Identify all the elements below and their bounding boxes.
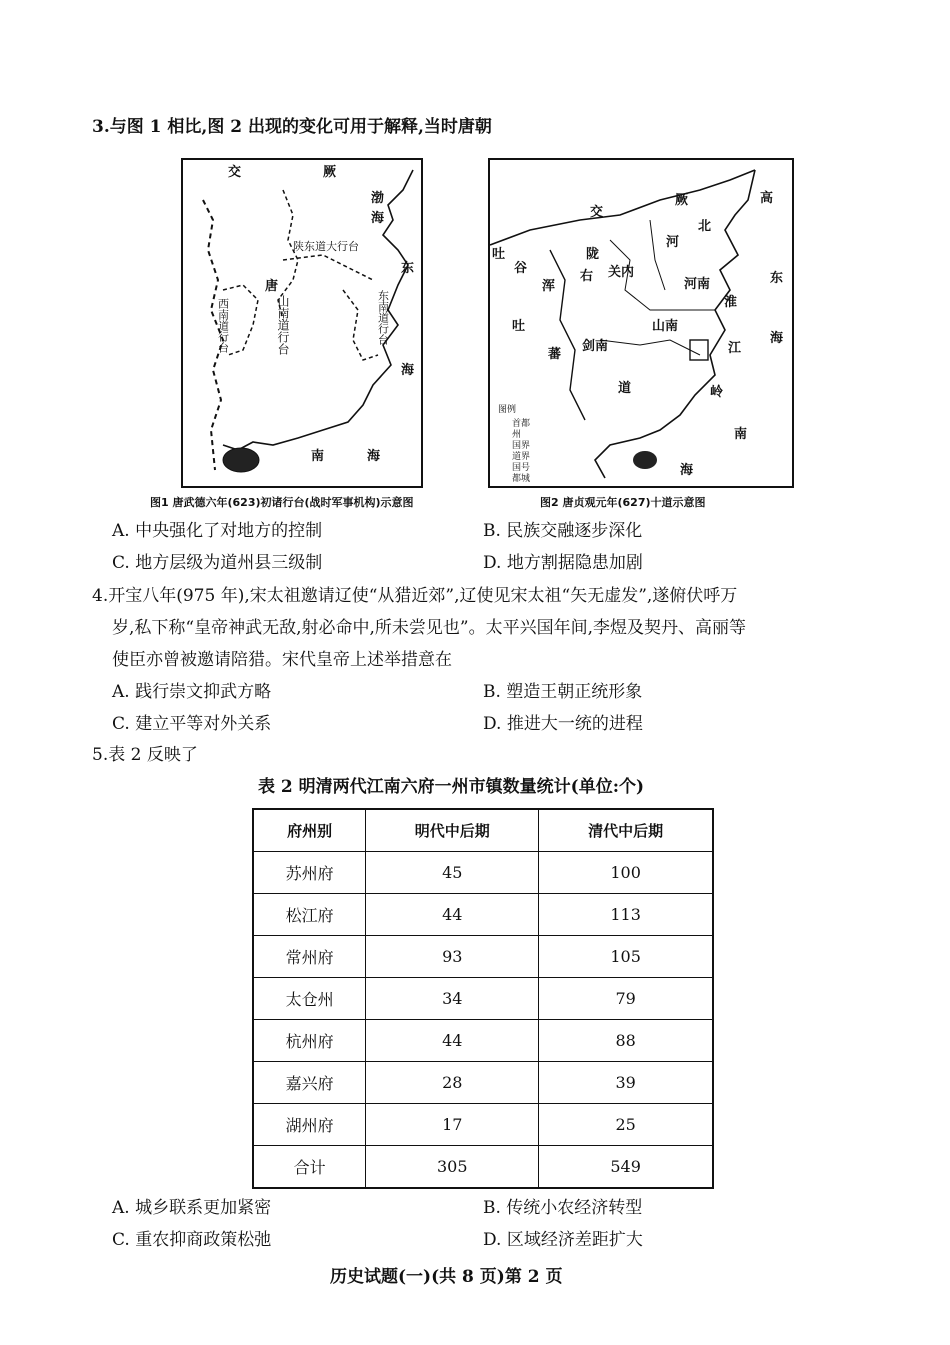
- map2-legend-item: 道界: [512, 452, 531, 462]
- map2-label-dao: 道: [618, 381, 632, 396]
- table-cell: 113: [539, 894, 713, 936]
- table-cell: 93: [366, 936, 539, 978]
- map2-legend-item: 国号: [512, 463, 531, 473]
- map1-label-jiao: 交: [228, 165, 242, 180]
- map2-dao-border-2: [600, 340, 700, 355]
- table-cell: 28: [366, 1062, 539, 1104]
- table-header-cell: 明代中后期: [366, 809, 539, 852]
- q5-option-a[interactable]: A. 城乡联系更加紧密: [112, 1198, 272, 1218]
- table-cell: 79: [539, 978, 713, 1020]
- table-row: [253, 1104, 713, 1146]
- map2-label-bei: 北: [698, 219, 712, 234]
- table-header-cell: 清代中后期: [539, 809, 713, 852]
- map2-label-tu: 吐: [492, 247, 506, 262]
- table-row: [253, 936, 713, 978]
- table-row: [253, 978, 713, 1020]
- map2-label-gao: 高: [760, 191, 774, 206]
- table-cell: 549: [539, 1146, 713, 1189]
- map2-capital-mark: [690, 340, 708, 360]
- map2-label-dong: 东: [770, 271, 784, 286]
- map1-caption: 图1 唐武德六年(623)初诸行台(战时军事机构)示意图: [150, 496, 414, 509]
- table-cell: 105: [539, 936, 713, 978]
- table-cell: 杭州府: [253, 1020, 366, 1062]
- table-cell: 25: [539, 1104, 713, 1146]
- table-cell: 嘉兴府: [253, 1062, 366, 1104]
- map2-legend-item: 州: [512, 430, 522, 440]
- map1-dongnan-border: [343, 290, 378, 360]
- table-cell: 34: [366, 978, 539, 1020]
- q4-line2: 岁,私下称“皇帝神武无敌,射必命中,所未尝见也”。太平兴国年间,李煜及契丹、高丽等: [112, 618, 746, 638]
- map2-island: [633, 451, 657, 469]
- table-header-row: [253, 809, 713, 852]
- map2-legend-item: 都城: [512, 474, 531, 484]
- q3-option-b[interactable]: B. 民族交融逐步深化: [483, 521, 643, 541]
- map2-label-long: 陇: [586, 247, 600, 262]
- map1-label-xinan-group: [217, 298, 230, 353]
- map1-label-xinan: 西南道行台: [216, 298, 230, 353]
- table-cell: 常州府: [253, 936, 366, 978]
- q5-table: [252, 808, 714, 1189]
- table-cell: 17: [366, 1104, 539, 1146]
- map2-legend: [498, 403, 530, 484]
- map1-label-shannan: 山南道行台: [276, 295, 290, 355]
- map1-label-hai4: 海: [367, 449, 381, 464]
- table-cell: 100: [539, 852, 713, 894]
- map2-label-you: 右: [580, 269, 594, 284]
- q3-option-c[interactable]: C. 地方层级为道州县三级制: [112, 553, 323, 573]
- map2-drawing: [490, 160, 792, 486]
- map2-legend-title: 图例: [498, 405, 517, 415]
- page-footer: 历史试题(一)(共 8 页)第 2 页: [330, 1267, 563, 1287]
- map2-north-border: [490, 170, 755, 245]
- map2-label-gu: 谷: [514, 261, 528, 276]
- map1-label-jue: 厥: [323, 165, 337, 180]
- table-cell: 太仓州: [253, 978, 366, 1020]
- map2-label-guannei: 关内: [608, 265, 635, 280]
- table-row: [253, 852, 713, 894]
- q5-table-title: 表 2 明清两代江南六府一州市镇数量统计(单位:个): [258, 777, 645, 797]
- map2-label-jiannan: 剑南: [582, 339, 609, 354]
- map2-label-hai2: 海: [680, 463, 694, 478]
- map1-drawing: [183, 160, 421, 486]
- map2-label-henan: 河南: [684, 277, 711, 292]
- table-cell: 39: [539, 1062, 713, 1104]
- map1-island: [223, 448, 259, 472]
- table-header-cell: 府州别: [253, 809, 366, 852]
- map2-label-jue: 厥: [675, 193, 689, 208]
- q3-stem: 3.与图 1 相比,图 2 出现的变化可用于解释,当时唐朝: [92, 117, 492, 137]
- table-cell: 苏州府: [253, 852, 366, 894]
- map2-label-shannan: 山南: [652, 319, 679, 334]
- map2-label-hai: 海: [770, 331, 784, 346]
- table-cell: 松江府: [253, 894, 366, 936]
- map2-label-huai: 淮: [724, 295, 738, 310]
- table-row: [253, 1020, 713, 1062]
- map2-label-tu2: 吐: [512, 319, 526, 334]
- table-row: [253, 894, 713, 936]
- map2-label-jiao: 交: [590, 205, 604, 220]
- q4-option-a[interactable]: A. 践行崇文抑武方略: [112, 682, 272, 702]
- map1-border-2: [283, 255, 373, 280]
- map2-label-fan: 蕃: [548, 347, 562, 362]
- map1-label-tang: 唐: [265, 279, 279, 294]
- table-cell: 44: [366, 894, 539, 936]
- map1-label-hai1: 海: [371, 211, 385, 226]
- table-cell: 44: [366, 1020, 539, 1062]
- q5-option-c[interactable]: C. 重农抑商政策松弛: [112, 1230, 272, 1250]
- q5-stem: 5.表 2 反映了: [92, 745, 198, 765]
- map1-label-shaandong: 陕东道大行台: [293, 240, 359, 253]
- q5-option-b[interactable]: B. 传统小农经济转型: [483, 1198, 643, 1218]
- table-cell: 45: [366, 852, 539, 894]
- table-cell: 湖州府: [253, 1104, 366, 1146]
- table-cell: 88: [539, 1020, 713, 1062]
- map1-label-nan: 南: [311, 449, 325, 464]
- map1: [181, 158, 423, 488]
- map2-label-he: 河: [666, 235, 680, 250]
- q3-option-d[interactable]: D. 地方割据隐患加剧: [483, 553, 643, 573]
- map2-label-ling: 岭: [710, 385, 724, 400]
- map2-caption: 图2 唐贞观元年(627)十道示意图: [540, 496, 706, 509]
- map2-label-jiang: 江: [728, 341, 742, 356]
- map2-legend-item: 国界: [512, 441, 531, 451]
- q4-line3: 使臣亦曾被邀请陪猎。宋代皇帝上述举措意在: [112, 650, 452, 670]
- map2: [488, 158, 794, 488]
- map1-label-bo: 渤: [371, 191, 385, 206]
- q4-line1: 4.开宝八年(975 年),宋太祖邀请辽使“从猎近郊”,辽使见宋太祖“矢无虚发”,遂俯伏呼万: [92, 586, 738, 606]
- map2-label-nan: 南: [734, 427, 748, 442]
- map1-label-dong: 东: [401, 261, 415, 276]
- table-row-total: [253, 1146, 713, 1189]
- q5-option-d[interactable]: D. 区域经济差距扩大: [483, 1230, 643, 1250]
- q4-option-d[interactable]: D. 推进大一统的进程: [483, 714, 643, 734]
- q3-option-a[interactable]: A. 中央强化了对地方的控制: [112, 521, 323, 541]
- table-cell: 合计: [253, 1146, 366, 1189]
- map2-legend-item: 首都: [512, 419, 531, 429]
- map2-label-hun: 浑: [542, 279, 556, 294]
- q4-option-b[interactable]: B. 塑造王朝正统形象: [483, 682, 643, 702]
- map2-dao-border-3: [650, 220, 665, 290]
- map1-label-dongnan: 东南道行台: [376, 290, 390, 345]
- table-cell: 305: [366, 1146, 539, 1189]
- table-row: [253, 1062, 713, 1104]
- q4-option-c[interactable]: C. 建立平等对外关系: [112, 714, 272, 734]
- map1-label-hai3: 海: [401, 363, 415, 378]
